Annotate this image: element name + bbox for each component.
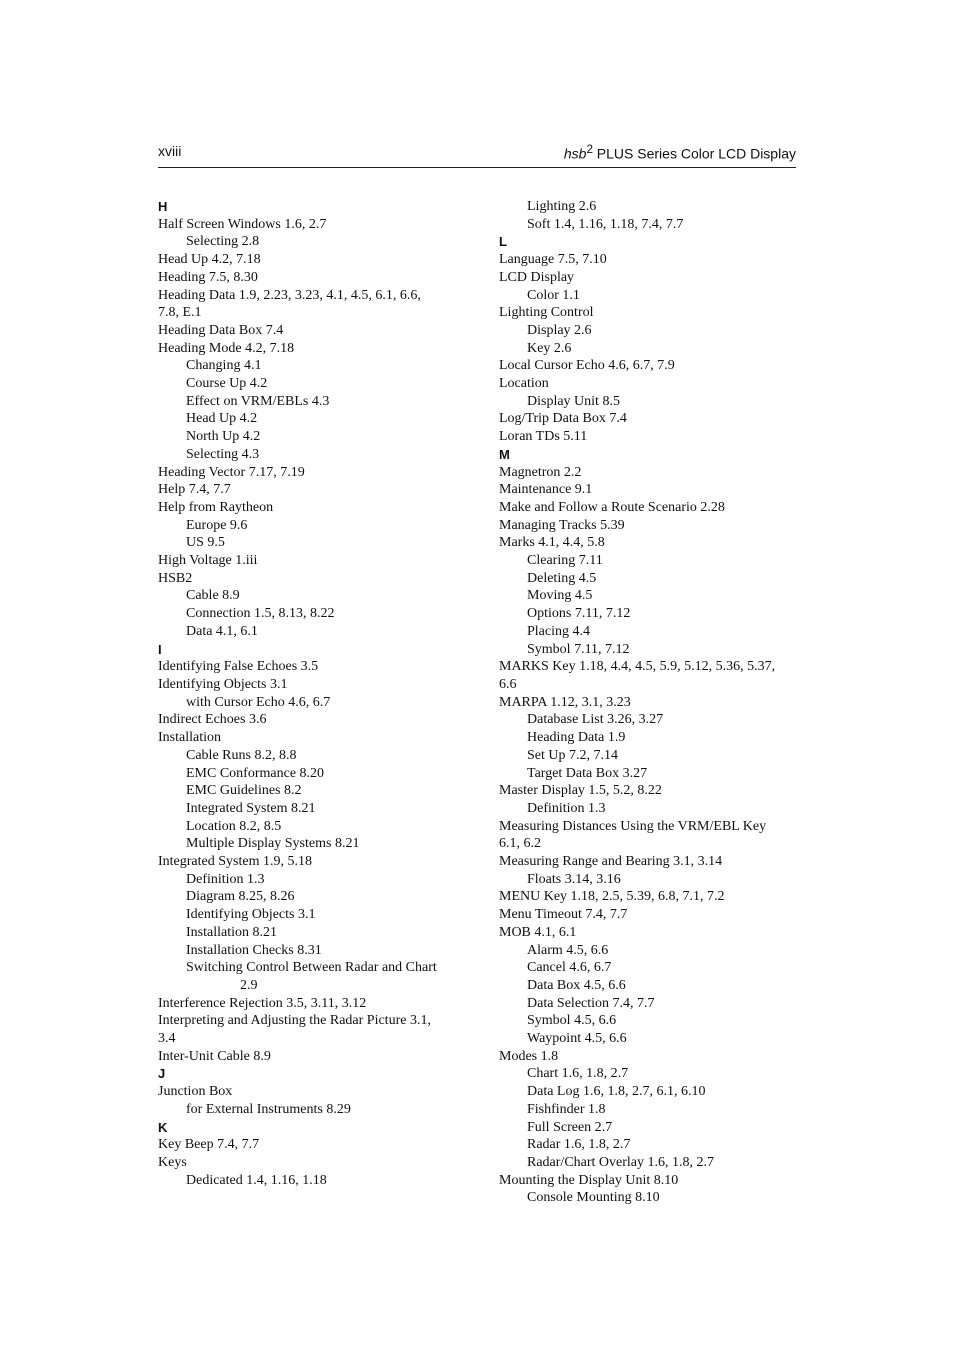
- index-subentry: Key 2.6: [527, 340, 572, 356]
- index-subentry: Effect on VRM/EBLs 4.3: [186, 393, 330, 409]
- index-entry: Half Screen Windows 1.6, 2.7: [158, 216, 327, 232]
- index-subentry: Fishfinder 1.8: [527, 1101, 606, 1117]
- page-header: [158, 141, 796, 168]
- index-letter-heading: L: [499, 234, 507, 250]
- index-subentry: North Up 4.2: [186, 429, 261, 445]
- index-entry: Indirect Echoes 3.6: [158, 712, 267, 728]
- index-entry: Language 7.5, 7.10: [499, 252, 607, 268]
- index-entry: LCD Display: [499, 269, 575, 285]
- index-subentry: Radar/Chart Overlay 1.6, 1.8, 2.7: [527, 1154, 715, 1170]
- index-subentry: EMC Conformance 8.20: [186, 765, 325, 781]
- index-subentry: Data 4.1, 6.1: [186, 623, 258, 639]
- index-subentry: Head Up 4.2: [186, 411, 258, 427]
- index-subentry: Identifying Objects 3.1: [186, 907, 316, 923]
- index-subentry: Full Screen 2.7: [527, 1119, 613, 1135]
- page-number: xviii: [158, 143, 182, 159]
- index-subentry: Display Unit 8.5: [527, 393, 620, 409]
- index-subentry: Installation 8.21: [186, 924, 277, 940]
- index-subentry: Switching Control Between Radar and Chart: [186, 960, 437, 976]
- brand-name: hsb: [563, 145, 587, 162]
- index-entry: Modes 1.8: [499, 1048, 559, 1064]
- index-entry: Local Cursor Echo 4.6, 6.7, 7.9: [499, 358, 675, 374]
- index-entry: Mounting the Display Unit 8.10: [499, 1172, 679, 1188]
- index-entry: Heading Data 1.9, 2.23, 3.23, 4.1, 4.5, 6.1, 6.6,: [158, 287, 421, 303]
- index-subentry: Multiple Display Systems 8.21: [186, 836, 360, 852]
- index-entry: Lighting Control: [499, 305, 594, 321]
- index-subentry: Cable 8.9: [186, 588, 240, 604]
- index-entry: Installation: [158, 730, 221, 746]
- index-subentry: Moving 4.5: [527, 588, 593, 604]
- index-subentry: Placing 4.4: [527, 623, 590, 639]
- index-subentry: Europe 9.6: [186, 517, 248, 533]
- index-subentry: Integrated System 8.21: [186, 800, 316, 816]
- index-subentry: Radar 1.6, 1.8, 2.7: [527, 1137, 631, 1153]
- index-continuation: 2.9: [240, 977, 258, 993]
- index-entry: Interpreting and Adjusting the Radar Picture 3.1,: [158, 1013, 431, 1029]
- index-letter-heading: K: [158, 1119, 168, 1135]
- index-entry: Inter-Unit Cable 8.9: [158, 1048, 271, 1064]
- index-subentry: Chart 1.6, 1.8, 2.7: [527, 1066, 629, 1082]
- index-subentry: Heading Data 1.9: [527, 730, 626, 746]
- index-letter-heading: J: [158, 1066, 166, 1082]
- index-entry: Identifying False Echoes 3.5: [158, 659, 319, 675]
- index-entry: Marks 4.1, 4.4, 5.8: [499, 535, 605, 551]
- index-entry: High Voltage 1.iii: [158, 553, 258, 569]
- index-subentry: with Cursor Echo 4.6, 6.7: [186, 694, 331, 710]
- index-entry: Identifying Objects 3.1: [158, 676, 288, 692]
- index-subentry: Target Data Box 3.27: [527, 765, 648, 781]
- index-entry: 3.4: [158, 1031, 176, 1047]
- index-subentry: Lighting 2.6: [527, 199, 597, 214]
- index-subentry: Definition 1.3: [186, 871, 265, 887]
- index-subentry: Dedicated 1.4, 1.16, 1.18: [186, 1172, 327, 1188]
- index-entry: Junction Box: [158, 1084, 233, 1100]
- index-entry: Help 7.4, 7.7: [158, 482, 231, 498]
- index-subentry: Symbol 4.5, 6.6: [527, 1013, 617, 1029]
- index-subentry: Data Box 4.5, 6.6: [527, 977, 626, 993]
- index-subentry: Connection 1.5, 8.13, 8.22: [186, 606, 335, 622]
- index-entry: 6.6: [499, 676, 517, 692]
- index-entry: Heading Mode 4.2, 7.18: [158, 340, 295, 356]
- index-entry: Heading Vector 7.17, 7.19: [158, 464, 305, 480]
- index-subentry: for External Instruments 8.29: [186, 1101, 351, 1117]
- index-subentry: Deleting 4.5: [527, 570, 597, 586]
- index-subentry: Options 7.11, 7.12: [527, 606, 631, 622]
- index-entry: Magnetron 2.2: [499, 464, 582, 480]
- index-subentry: Clearing 7.11: [527, 553, 603, 569]
- index-subentry: Cancel 4.6, 6.7: [527, 960, 612, 976]
- index-subentry: Floats 3.14, 3.16: [527, 871, 621, 887]
- index-entry: MARKS Key 1.18, 4.4, 4.5, 5.9, 5.12, 5.36, 5.37,: [499, 659, 776, 675]
- index-subentry: US 9.5: [186, 535, 225, 551]
- index-entry: Heading Data Box 7.4: [158, 322, 284, 338]
- index-letter-heading: I: [158, 641, 162, 657]
- index-subentry: Installation Checks 8.31: [186, 942, 322, 958]
- index-subentry: Console Mounting 8.10: [527, 1190, 660, 1206]
- index-entry: 7.8, E.1: [158, 305, 202, 321]
- index-subentry: Location 8.2, 8.5: [186, 818, 282, 834]
- index-entry: Interference Rejection 3.5, 3.11, 3.12: [158, 995, 367, 1011]
- index-entry: Integrated System 1.9, 5.18: [158, 854, 312, 870]
- index-entry: Keys: [158, 1154, 187, 1170]
- index-subentry: Display 2.6: [527, 322, 592, 338]
- index-entry: Master Display 1.5, 5.2, 8.22: [499, 783, 662, 799]
- index-entry: Measuring Distances Using the VRM/EBL Key: [499, 818, 767, 834]
- index-subentry: Selecting 4.3: [186, 446, 260, 462]
- index-entry: Location: [499, 376, 549, 392]
- index-subentry: Changing 4.1: [186, 358, 262, 374]
- index-entry: Measuring Range and Bearing 3.1, 3.14: [499, 854, 723, 870]
- index-column-right: [499, 198, 799, 1207]
- index-subentry: Data Log 1.6, 1.8, 2.7, 6.1, 6.10: [527, 1084, 706, 1100]
- index-entry: Head Up 4.2, 7.18: [158, 252, 261, 268]
- index-subentry: Definition 1.3: [527, 800, 606, 816]
- index-subentry: Set Up 7.2, 7.14: [527, 747, 618, 763]
- index-entry: Log/Trip Data Box 7.4: [499, 411, 627, 427]
- brand-superscript: 2: [586, 143, 593, 156]
- index-subentry: Course Up 4.2: [186, 376, 268, 392]
- index-subentry: Selecting 2.8: [186, 234, 260, 250]
- index-entry: MOB 4.1, 6.1: [499, 924, 577, 940]
- index-entry: Menu Timeout 7.4, 7.7: [499, 907, 628, 923]
- index-entry: Key Beep 7.4, 7.7: [158, 1137, 260, 1153]
- index-letter-heading: M: [499, 446, 510, 462]
- index-subentry: Waypoint 4.5, 6.6: [527, 1031, 627, 1047]
- index-subentry: Soft 1.4, 1.16, 1.18, 7.4, 7.7: [527, 216, 684, 232]
- index-entry: MARPA 1.12, 3.1, 3.23: [499, 694, 631, 710]
- index-entry: Loran TDs 5.11: [499, 429, 588, 445]
- index-letter-heading: H: [158, 199, 168, 214]
- index-entry: Make and Follow a Route Scenario 2.28: [499, 499, 725, 515]
- index-entry: MENU Key 1.18, 2.5, 5.39, 6.8, 7.1, 7.2: [499, 889, 725, 905]
- index-subentry: Color 1.1: [527, 287, 580, 303]
- index-subentry: Data Selection 7.4, 7.7: [527, 995, 655, 1011]
- index-entry: Maintenance 9.1: [499, 482, 593, 498]
- index-entry: Help from Raytheon: [158, 499, 274, 515]
- index-entry: Heading 7.5, 8.30: [158, 269, 258, 285]
- index-entry: 6.1, 6.2: [499, 836, 541, 852]
- running-title: [564, 143, 796, 162]
- index-subentry: EMC Guidelines 8.2: [186, 783, 302, 799]
- index-subentry: Database List 3.26, 3.27: [527, 712, 664, 728]
- index-entry: Managing Tracks 5.39: [499, 517, 625, 533]
- index-subentry: Alarm 4.5, 6.6: [527, 942, 609, 958]
- running-title-text: PLUS Series Color LCD Display: [592, 145, 796, 162]
- index-entry: HSB2: [158, 570, 193, 586]
- index-subentry: Symbol 7.11, 7.12: [527, 641, 630, 657]
- index-subentry: Diagram 8.25, 8.26: [186, 889, 295, 905]
- index-column-left: [158, 198, 453, 1189]
- index-subentry: Cable Runs 8.2, 8.8: [186, 747, 297, 763]
